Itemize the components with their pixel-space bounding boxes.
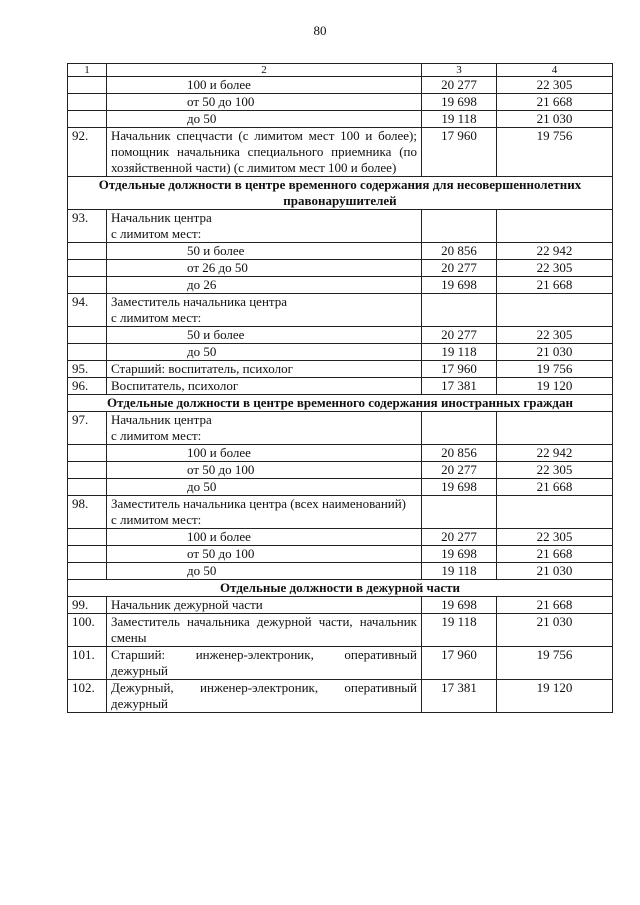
table-row [68,361,613,378]
row-value-col3 [422,412,497,445]
row-value-col4 [497,294,613,327]
row-number [68,479,107,496]
row-number: 99. [68,597,107,614]
row-position-name: 100 и более [107,529,422,546]
section-heading: Отдельные должности в центре временного содержания иностранных граждан [68,395,613,412]
header-col-4: 4 [497,64,613,77]
row-number [68,563,107,580]
row-number: 102. [68,680,107,713]
row-value-col3: 20 277 [422,462,497,479]
row-position-name: Воспитатель, психолог [107,378,422,395]
row-position-name: Заместитель начальника центра с лимитом мест: [107,294,422,327]
row-number: 98. [68,496,107,529]
table-subrow [68,344,613,361]
table-row [68,128,613,177]
table-row [68,210,613,243]
row-position-name: 100 и более [107,445,422,462]
table-row [68,378,613,395]
table-subrow [68,111,613,128]
table-body [68,77,613,713]
row-value-col4 [497,210,613,243]
row-position-name: до 50 [107,111,422,128]
row-value-col3: 17 960 [422,128,497,177]
row-value-col3: 17 960 [422,361,497,378]
row-number: 95. [68,361,107,378]
row-value-col4 [497,496,613,529]
row-value-col4: 21 668 [497,546,613,563]
row-position-name: до 50 [107,344,422,361]
row-number: 96. [68,378,107,395]
page-number: 80 [313,23,327,38]
row-value-col4: 21 668 [497,94,613,111]
row-position-name: Дежурный, инженер-электроник, оперативный дежурный [107,680,422,713]
header-col-2: 2 [107,64,422,77]
row-value-col3: 17 960 [422,647,497,680]
row-value-col4: 21 668 [497,277,613,294]
row-number [68,260,107,277]
row-value-col4: 19 120 [497,378,613,395]
row-position-name: Начальник спецчасти (с лимитом мест 100 и более); помощник начальника специального приемника (по хозяйственной части) (с лимитом мест 100 и более) [107,128,422,177]
row-position-name: Старший: воспитатель, психолог [107,361,422,378]
row-value-col4: 22 305 [497,327,613,344]
row-value-col3 [422,294,497,327]
row-position-name: Начальник дежурной части [107,597,422,614]
header-col-1: 1 [68,64,107,77]
row-value-col4: 21 668 [497,479,613,496]
table-subrow [68,529,613,546]
table-subrow [68,277,613,294]
row-position-name: Заместитель начальника дежурной части, начальник смены [107,614,422,647]
row-number: 97. [68,412,107,445]
table-subrow [68,479,613,496]
row-number [68,111,107,128]
section-heading: Отдельные должности в дежурной части [68,580,613,597]
row-value-col4: 22 305 [497,462,613,479]
row-value-col3: 19 118 [422,614,497,647]
row-value-col3: 20 277 [422,529,497,546]
row-value-col3: 19 698 [422,277,497,294]
row-position-name: 100 и более [107,77,422,94]
section-heading: Отдельные должности в центре временного содержания для несовершеннолетних правонарушителей [68,177,613,210]
row-number: 93. [68,210,107,243]
table-row [68,412,613,445]
row-value-col4: 22 942 [497,243,613,260]
row-value-col4: 19 756 [497,128,613,177]
row-value-col4: 21 030 [497,111,613,128]
row-value-col3: 19 698 [422,597,497,614]
row-value-col3: 19 118 [422,563,497,580]
row-value-col3: 17 381 [422,378,497,395]
row-value-col3: 19 698 [422,94,497,111]
row-number [68,243,107,260]
row-number [68,546,107,563]
row-position-name: от 50 до 100 [107,546,422,563]
table-subrow [68,462,613,479]
row-position-name: Заместитель начальника центра (всех наименований) с лимитом мест: [107,496,422,529]
salary-table [67,63,613,713]
row-number: 101. [68,647,107,680]
section-heading-row [68,580,613,597]
table-subrow [68,546,613,563]
table-subrow [68,563,613,580]
row-value-col3: 19 118 [422,344,497,361]
row-value-col4: 22 305 [497,529,613,546]
row-value-col4 [497,412,613,445]
row-position-name: Начальник центра с лимитом мест: [107,412,422,445]
table-subrow [68,77,613,94]
row-number [68,462,107,479]
row-value-col4: 22 305 [497,260,613,277]
row-value-col3 [422,496,497,529]
row-value-col3: 20 856 [422,243,497,260]
table-subrow [68,445,613,462]
section-heading-row [68,395,613,412]
table-row [68,614,613,647]
row-value-col4: 21 668 [497,597,613,614]
row-position-name: 50 и более [107,327,422,344]
row-value-col3: 19 698 [422,479,497,496]
table-subrow [68,94,613,111]
row-value-col4: 21 030 [497,614,613,647]
row-value-col4: 19 756 [497,647,613,680]
row-number: 100. [68,614,107,647]
row-value-col3: 20 856 [422,445,497,462]
table-row [68,496,613,529]
table-row [68,294,613,327]
row-value-col3: 19 698 [422,546,497,563]
table-row [68,647,613,680]
header-row [68,64,613,77]
row-value-col3: 20 277 [422,327,497,344]
table-subrow [68,327,613,344]
row-value-col4: 19 120 [497,680,613,713]
row-value-col3: 20 277 [422,77,497,94]
row-value-col3 [422,210,497,243]
row-value-col3: 19 118 [422,111,497,128]
row-number [68,327,107,344]
row-position-name: до 50 [107,479,422,496]
row-value-col4: 22 942 [497,445,613,462]
row-position-name: до 50 [107,563,422,580]
row-number [68,77,107,94]
row-value-col4: 22 305 [497,77,613,94]
row-number: 92. [68,128,107,177]
table-row [68,597,613,614]
table-row [68,680,613,713]
header-col-3: 3 [422,64,497,77]
row-value-col3: 20 277 [422,260,497,277]
row-position-name: Начальник центра с лимитом мест: [107,210,422,243]
row-position-name: от 50 до 100 [107,462,422,479]
section-heading-row [68,177,613,210]
row-position-name: Старший: инженер-электроник, оперативный дежурный [107,647,422,680]
row-number [68,277,107,294]
row-position-name: 50 и более [107,243,422,260]
row-value-col4: 19 756 [497,361,613,378]
row-number [68,445,107,462]
row-number [68,529,107,546]
row-number [68,94,107,111]
row-value-col3: 17 381 [422,680,497,713]
row-value-col4: 21 030 [497,563,613,580]
row-position-name: от 50 до 100 [107,94,422,111]
row-position-name: до 26 [107,277,422,294]
row-number: 94. [68,294,107,327]
table-subrow [68,260,613,277]
row-number [68,344,107,361]
table-subrow [68,243,613,260]
row-position-name: от 26 до 50 [107,260,422,277]
row-value-col4: 21 030 [497,344,613,361]
